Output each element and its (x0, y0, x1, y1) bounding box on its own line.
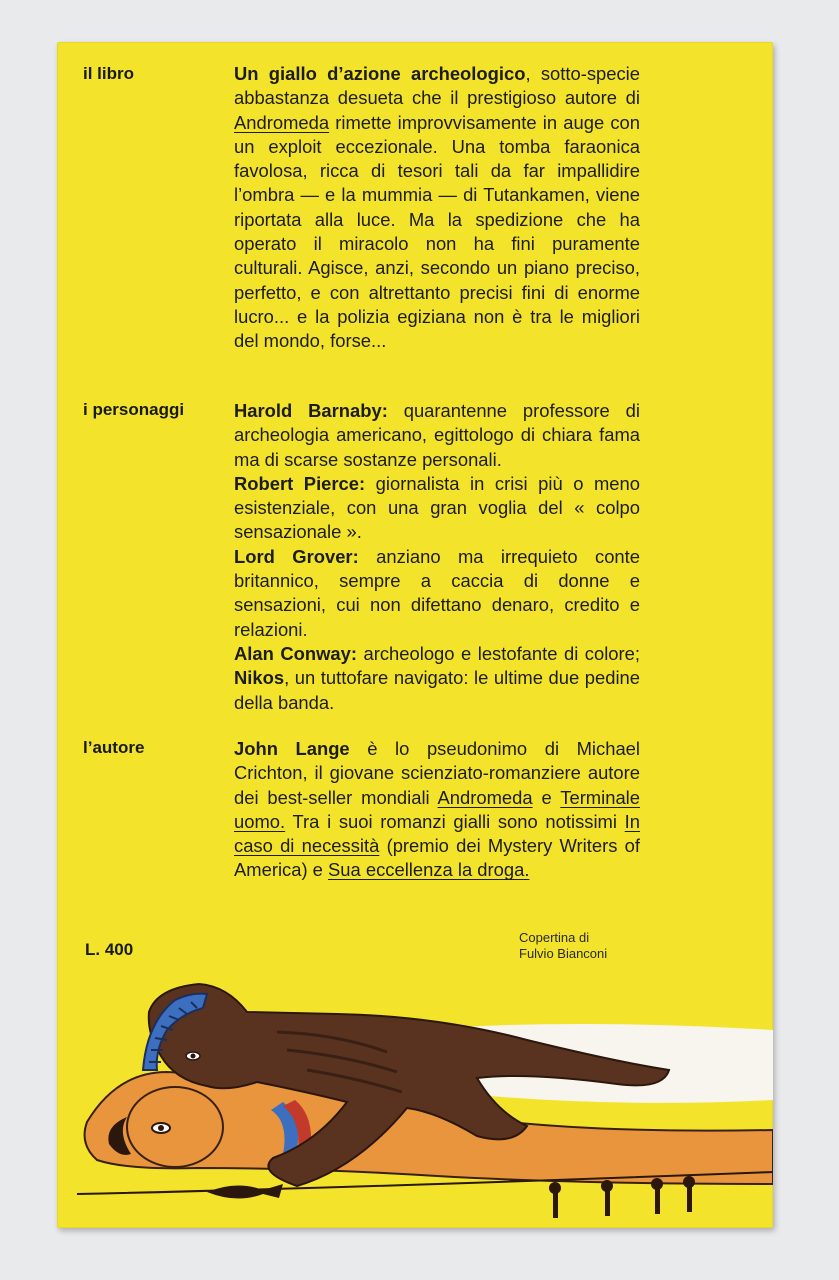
section-text-libro (234, 62, 640, 354)
cover-illustration (57, 922, 773, 1228)
author-text: Tra i suoi romanzi gialli sono notissimi (285, 810, 625, 832)
character-desc: giornalista in crisi più o meno esistenziale, con una gran voglia del « colpo sensazionale ». (234, 472, 640, 543)
lying-figure-head (127, 1087, 223, 1167)
character-name: Harold Barnaby: (234, 400, 388, 421)
section-label-autore: l’autore (83, 738, 145, 757)
author-text: (premio dei Mystery Writers of America) e (234, 835, 640, 881)
book-title: Sua eccellenza la droga. (328, 859, 530, 881)
section-text-autore (234, 737, 640, 883)
author-name: John Lange (234, 738, 350, 759)
character-conway (234, 642, 640, 715)
bed-leg-knob (601, 1180, 613, 1192)
author-text: è lo pseudonimo di Michael Crichton, il giovane scienziato-romanziere autore dei best-seller mondiali (234, 738, 640, 808)
character-name: Alan Conway: (234, 642, 357, 664)
author-text: e (532, 786, 561, 808)
character-name: Nikos (234, 667, 285, 689)
character-pierce (234, 472, 640, 545)
book-title: Andromeda (437, 786, 533, 808)
book-back-cover (57, 42, 773, 1228)
character-desc: , un tuttofare navigato: le ultime due pedine della banda. (234, 667, 640, 713)
lying-figure-pupil (158, 1125, 164, 1131)
section-label-libro: il libro (83, 64, 134, 83)
embracing-figure-pupil (191, 1054, 196, 1059)
character-name: Lord Grover: (234, 545, 359, 567)
libro-andromeda-title: Andromeda (234, 111, 330, 133)
character-grover (234, 545, 640, 642)
character-desc: archeologo e lestofante di colore; (357, 642, 640, 664)
character-name: Robert Pierce: (234, 472, 366, 494)
cover-credit-line1: Copertina di (519, 930, 590, 945)
character-barnaby (234, 399, 640, 472)
libro-text-a: , sotto-specie abbastanza desueta che il prestigioso autore di (234, 63, 640, 109)
section-label-personaggi: i personaggi (83, 400, 185, 419)
libro-text-b: rimette improvvisamente in auge con un exploit eccezionale. Una tomba faraonica favolosa, ricca di tesori tali da far impallidire l’ombra — e la mummia — di Tutankamen, viene riportata alla luce. Ma la spedizione che ha operato il miracolo non ha fini puramente culturali. Agisce, anzi, secondo un piano preciso, perfetto, e con altrettanto precisi fini di enorme lucro... e la polizia egiziana non è tra le migliori del mondo, forse... (234, 111, 640, 352)
bed-leg-knob (651, 1178, 663, 1190)
libro-lead: Un giallo d’azione archeologico (234, 63, 526, 84)
book-title: Terminale uomo. (234, 786, 640, 832)
fish-amulet (207, 1184, 283, 1199)
cover-credit-line2: Fulvio Bianconi (519, 946, 608, 961)
bed-leg-knob (549, 1182, 561, 1194)
character-desc: quarantenne professore di archeologia americano, egittologo di chiara fama ma di scarse sostanze personali. (234, 400, 640, 470)
character-desc: anziano ma irrequieto conte britannico, sempre a caccia di donne e sensazioni, cui non difettano denaro, credito e relazioni. (234, 545, 640, 640)
bed-leg-knob (683, 1176, 695, 1188)
section-text-personaggi (234, 399, 640, 715)
book-title: In caso di necessità (234, 810, 640, 857)
price: L. 400 (85, 940, 134, 959)
